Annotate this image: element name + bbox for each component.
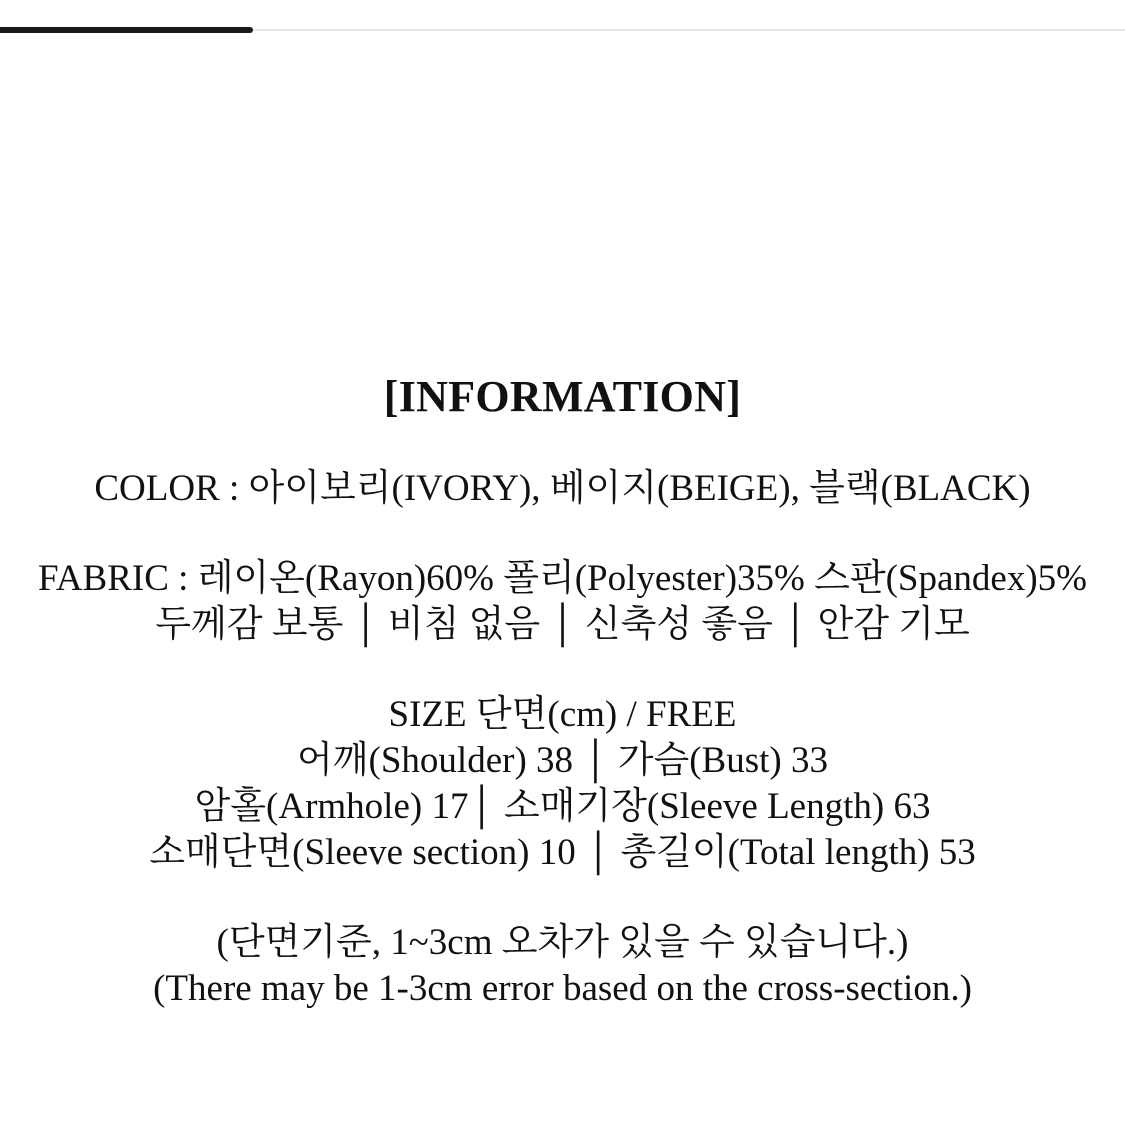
information-panel bbox=[0, 372, 1125, 1012]
size-line-armhole-sleeve: 암홀(Armhole) 17│ 소매기장(Sleeve Length) 63 bbox=[194, 786, 931, 827]
size-line-section-length: 소매단면(Sleeve section) 10 │ 총길이(Total length) 53 bbox=[149, 832, 976, 873]
size-section bbox=[0, 692, 1125, 876]
fabric-section bbox=[0, 556, 1125, 648]
color-section bbox=[0, 466, 1125, 512]
fabric-line: FABRIC : 레이온(Rayon)60% 폴리(Polyester)35% 스판(Spandex)5% bbox=[38, 558, 1087, 599]
fabric-properties-line: 두께감 보통 │ 비침 없음 │ 신축성 좋음 │ 안감 기모 bbox=[155, 604, 970, 645]
color-line: COLOR : 아이보리(IVORY), 베이지(BEIGE), 블랙(BLACK) bbox=[94, 468, 1031, 509]
note-korean: (단면기준, 1~3cm 오차가 있을 수 있습니다.) bbox=[216, 922, 909, 963]
information-title: [INFORMATION] bbox=[383, 372, 742, 421]
progress-track bbox=[0, 29, 1125, 31]
size-line-shoulder-bust: 어깨(Shoulder) 38 │ 가슴(Bust) 33 bbox=[297, 740, 828, 781]
note-english: (There may be 1-3cm error based on the cross-section.) bbox=[153, 968, 972, 1009]
size-header: SIZE 단면(cm) / FREE bbox=[388, 694, 737, 735]
note-section bbox=[0, 920, 1125, 1012]
progress-indicator bbox=[0, 27, 253, 33]
